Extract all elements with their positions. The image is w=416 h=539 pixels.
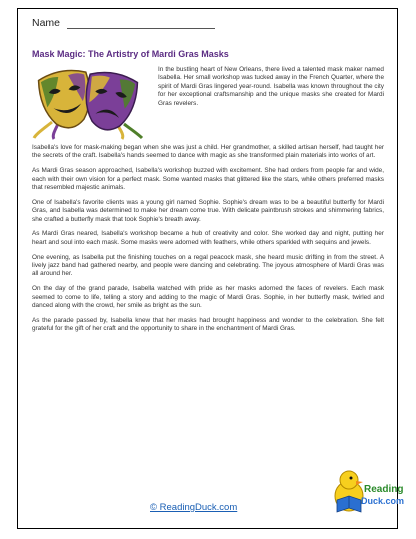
- name-blank-line[interactable]: [67, 18, 215, 29]
- story-paragraph: Isabella's love for mask-making began when she was just a child. Her grandmother, a skilled artisan herself, had taught her the secrets of the craft. Isabella's hands seemed to dance with magic as she transformed plain materials into works of art.: [32, 144, 384, 160]
- story-body: [32, 144, 384, 340]
- reading-duck-link[interactable]: © ReadingDuck.com: [150, 502, 238, 513]
- logo-text-reading: Reading: [364, 484, 404, 495]
- story-paragraph: One evening, as Isabella put the finishing touches on a regal peacock mask, she heard music drifting in from the street. A lively jazz band had gathered nearby, and people were dancing and celebrating. The joyous atmosphere of Mardi Gras was all around her.: [32, 253, 384, 278]
- intro-paragraph: In the bustling heart of New Orleans, there lived a talented mask maker named Isabella. Her small workshop was tucked away in the French Quarter, where the spirit of Mardi Gras lingered year-round. Isabella was known throughout the city for her exceptional craftsmanship and the unique masks she created for Mardi Gras revelers.: [158, 66, 384, 107]
- story-paragraph: As Mardi Gras season approached, Isabella's workshop buzzed with excitement. She had orders from people far and wide, each with their own vision for a perfect mask. Some wanted masks that glittered like the stars, while others preferred masks that resembled majestic animals.: [32, 167, 384, 192]
- name-field-row: [32, 17, 215, 29]
- page-title: Mask Magic: The Artistry of Mardi Gras Masks: [32, 49, 229, 59]
- story-paragraph: One of Isabella's favorite clients was a young girl named Sophie. Sophie's dream was to be a beautiful butterfly for Mardi Gras, and Isabella was determined to make her dream come true. With delicate paintbrush strokes and shimmering fabrics, she crafted a butterfly mask that took Sophie's breath away.: [32, 198, 384, 223]
- story-paragraph: As the parade passed by, Isabella knew that her masks had brought happiness and wonder to the celebration. She felt grateful for the gift of her craft and the opportunity to share in the enchantment of Mardi Gras.: [32, 316, 384, 333]
- name-label: Name: [32, 17, 61, 29]
- comedy-tragedy-masks-icon: [32, 64, 146, 140]
- story-paragraph: As Mardi Gras neared, Isabella's workshop became a hub of creativity and color. She worked day and night, putting her heart and soul into each mask. Some masks were adorned with feathers, while others sparkled with sequins and jewels.: [32, 230, 384, 246]
- story-paragraph: On the day of the grand parade, Isabella watched with pride as her masks adorned the faces of revelers. Each mask seemed to come to life, telling a story and adding to the magic of Mardi Gras. Sophie, in her butterfly mask, twirled and danced along with the crowd, her smile as bright as the sun.: [32, 285, 384, 310]
- reading-duck-logo-icon: [331, 466, 405, 522]
- logo-text-duck: Duck.com: [361, 496, 405, 506]
